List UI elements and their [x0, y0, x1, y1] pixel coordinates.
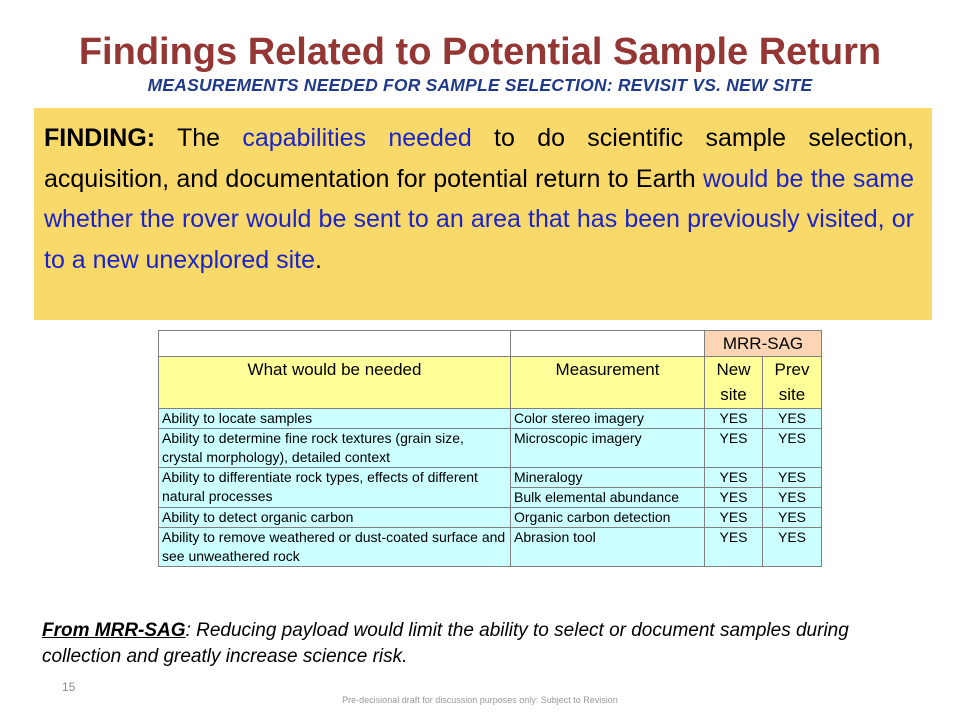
cell-measurement: Abrasion tool: [511, 528, 705, 567]
slide-subtitle: MEASUREMENTS NEEDED FOR SAMPLE SELECTION: REVISIT VS. NEW SITE: [147, 75, 813, 95]
cell-new-site: YES: [705, 528, 763, 567]
header-blank-2: [511, 331, 705, 357]
col-header-needed: What would be needed: [159, 357, 511, 409]
cell-need: Ability to detect organic carbon: [159, 508, 511, 528]
finding-part-5: .: [315, 245, 322, 274]
finding-part-1: The: [155, 124, 243, 152]
table-row: [159, 409, 822, 429]
cell-measurement: Mineralogy: [511, 468, 705, 488]
cell-measurement: Organic carbon detection: [511, 508, 705, 528]
col-header-measurement: Measurement: [511, 357, 705, 409]
cell-new-site: YES: [705, 488, 763, 508]
header-blank-1: [159, 331, 511, 357]
cell-measurement: Microscopic imagery: [511, 429, 705, 468]
cell-need: Ability to locate samples: [159, 409, 511, 429]
cell-measurement: Bulk elemental abundance: [511, 488, 705, 508]
slide-title: Findings Related to Potential Sample Return: [78, 31, 882, 73]
finding-part-3: to do scientific sample selection, acquisition, and documentation for potential return to Earth: [44, 124, 914, 193]
table-row: [159, 429, 822, 468]
cell-prev-site: YES: [763, 429, 822, 468]
group-header-mrr-sag: MRR-SAG: [705, 331, 822, 357]
table-row: [159, 528, 822, 567]
cell-measurement: Color stereo imagery: [511, 409, 705, 429]
cell-need: Ability to remove weathered or dust-coated surface and see unweathered rock: [159, 528, 511, 567]
cell-new-site: YES: [705, 508, 763, 528]
source-note-label: From MRR-SAG: [42, 620, 186, 641]
cell-new-site: YES: [705, 468, 763, 488]
cell-need: Ability to determine fine rock textures (grain size, crystal morphology), detailed context: [159, 429, 511, 468]
source-note: [42, 618, 922, 670]
finding-highlight-same: would be the same whether the rover would be sent to an area that has been previously visited, or to a new unexplored site: [44, 164, 914, 274]
table-row: [159, 508, 822, 528]
cell-new-site: YES: [705, 429, 763, 468]
source-note-text: : Reducing payload would limit the ability to select or document samples during collection and greatly increase science risk.: [42, 620, 849, 667]
cell-prev-site: YES: [763, 508, 822, 528]
table-row: [159, 468, 822, 488]
col-header-prev-site: Prev site: [763, 357, 822, 409]
cell-prev-site: YES: [763, 409, 822, 429]
finding-box: [34, 108, 932, 320]
cell-prev-site: YES: [763, 468, 822, 488]
finding-text: [44, 118, 914, 280]
cell-new-site: YES: [705, 409, 763, 429]
footer-disclaimer: Pre-decisional draft for discussion purposes only: Subject to Revision: [342, 695, 618, 705]
finding-label: FINDING:: [44, 124, 156, 152]
cell-prev-site: YES: [763, 528, 822, 567]
col-header-new-site: New site: [705, 357, 763, 409]
cell-prev-site: YES: [763, 488, 822, 508]
finding-highlight-capabilities: capabilities needed: [242, 124, 472, 152]
measurements-table: [158, 330, 822, 567]
slide-number: 15: [62, 680, 76, 694]
cell-need: Ability to differentiate rock types, effects of different natural processes: [159, 468, 511, 508]
